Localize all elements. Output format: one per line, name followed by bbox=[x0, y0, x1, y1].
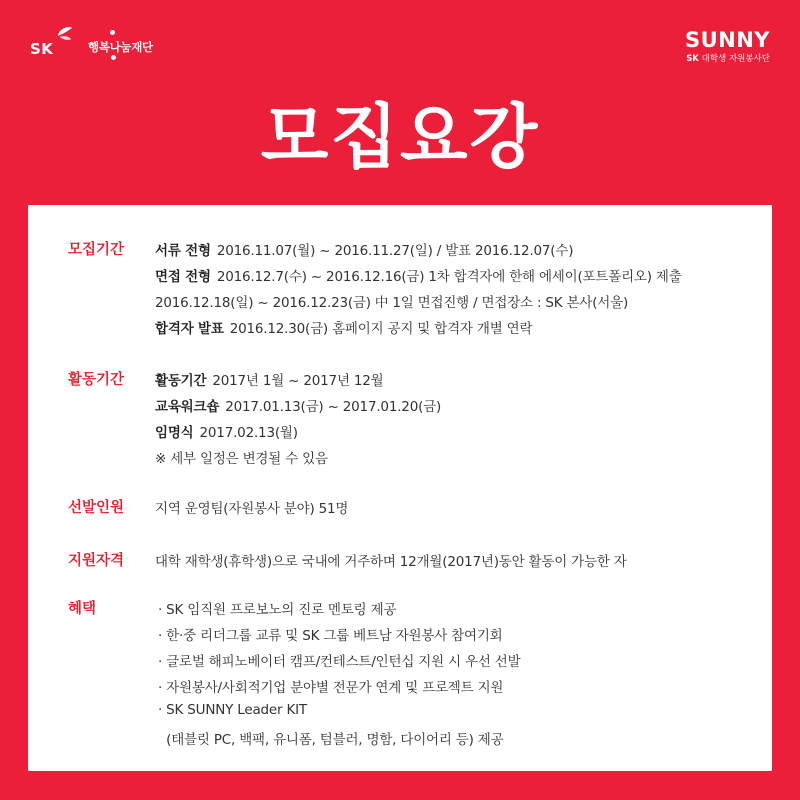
benefit-item: · 글로벌 해피노베이터 캠프/컨테스트/인턴십 지원 시 우선 선발 bbox=[158, 654, 521, 670]
activity-period-label: 활동기간 bbox=[155, 373, 207, 389]
recruit-interview-line-2: 2016.12.18(일) ~ 2016.12.23(금) 中 1일 면접진행 / 면접장소 : SK 본사(서울) bbox=[155, 295, 629, 311]
foundation-dot-icon bbox=[110, 30, 115, 35]
recruit-interview-text: 2016.12.7(수) ~ 2016.12.16(금) 1차 합격자에 한해 에세이(포트폴리오) 제출 bbox=[216, 269, 682, 285]
benefit-item: · SK 임직원 프로보노의 진로 멘토링 제공 bbox=[158, 602, 397, 618]
qualification-text: 대학 재학생(휴학생)으로 국내에 거주하며 12개월(2017년)동안 활동이 가능한 자 bbox=[155, 554, 627, 570]
recruit-pass-line bbox=[155, 317, 532, 337]
activity-period-line bbox=[155, 369, 384, 389]
benefit-item: · SK SUNNY Leader KIT bbox=[158, 702, 307, 718]
recruit-doc-line bbox=[155, 239, 573, 259]
sk-logo-text: SK bbox=[30, 40, 54, 58]
sunny-sub-brand: SK bbox=[686, 54, 699, 64]
recruit-interview-label: 면접 전형 bbox=[155, 269, 211, 285]
activity-label: 활동기간 bbox=[68, 372, 125, 388]
activity-workshop-label: 교육워크숍 bbox=[155, 399, 220, 415]
activity-ceremony-line bbox=[155, 421, 298, 441]
selection-label: 선발인원 bbox=[68, 500, 125, 516]
selection-text: 지역 운영팀(자원봉사 분야) 51명 bbox=[155, 501, 349, 517]
page-title: 모집요강 bbox=[260, 96, 540, 178]
activity-workshop-line bbox=[155, 395, 441, 415]
recruit-pass-text: 2016.12.30(금) 홈페이지 공지 및 합격자 개별 연락 bbox=[229, 321, 533, 337]
content-card bbox=[28, 205, 772, 771]
sunny-logo-title: SUNNY bbox=[684, 28, 770, 52]
recruit-doc-text: 2016.11.07(월) ~ 2016.11.27(일) / 발표 2016.12.07(수) bbox=[216, 243, 574, 259]
activity-ceremony-text: 2017.02.13(월) bbox=[199, 425, 298, 441]
foundation-name: 행복나눔재단 bbox=[88, 40, 153, 54]
activity-ceremony-label: 임명식 bbox=[155, 425, 194, 441]
recruit-interview-line bbox=[155, 265, 682, 285]
recruit-pass-label: 합격자 발표 bbox=[155, 321, 224, 337]
benefit-item: · 한·중 리더그룹 교류 및 SK 그룹 베트남 자원봉사 참여기회 bbox=[158, 628, 503, 644]
recruit-doc-label: 서류 전형 bbox=[155, 243, 211, 259]
foundation-dot-icon bbox=[111, 55, 116, 60]
sunny-logo-subtitle bbox=[686, 52, 770, 64]
activity-period-text: 2017년 1월 ~ 2017년 12월 bbox=[212, 373, 384, 389]
sunny-sub-text: 대학생 자원봉사단 bbox=[701, 54, 770, 64]
activity-note: ※ 세부 일정은 변경될 수 있음 bbox=[155, 451, 328, 467]
sk-butterfly-logo-icon bbox=[56, 25, 74, 43]
recruit-label: 모집기간 bbox=[68, 242, 125, 258]
benefits-label: 혜택 bbox=[68, 601, 97, 617]
benefit-item: · 자원봉사/사회적기업 분야별 전문가 연계 및 프로젝트 지원 bbox=[158, 680, 504, 696]
qualification-label: 지원자격 bbox=[68, 553, 125, 569]
benefit-item: (태블릿 PC, 백팩, 유니폼, 텀블러, 명함, 다이어리 등) 제공 bbox=[158, 732, 504, 748]
activity-workshop-text: 2017.01.13(금) ~ 2017.01.20(금) bbox=[225, 399, 442, 415]
